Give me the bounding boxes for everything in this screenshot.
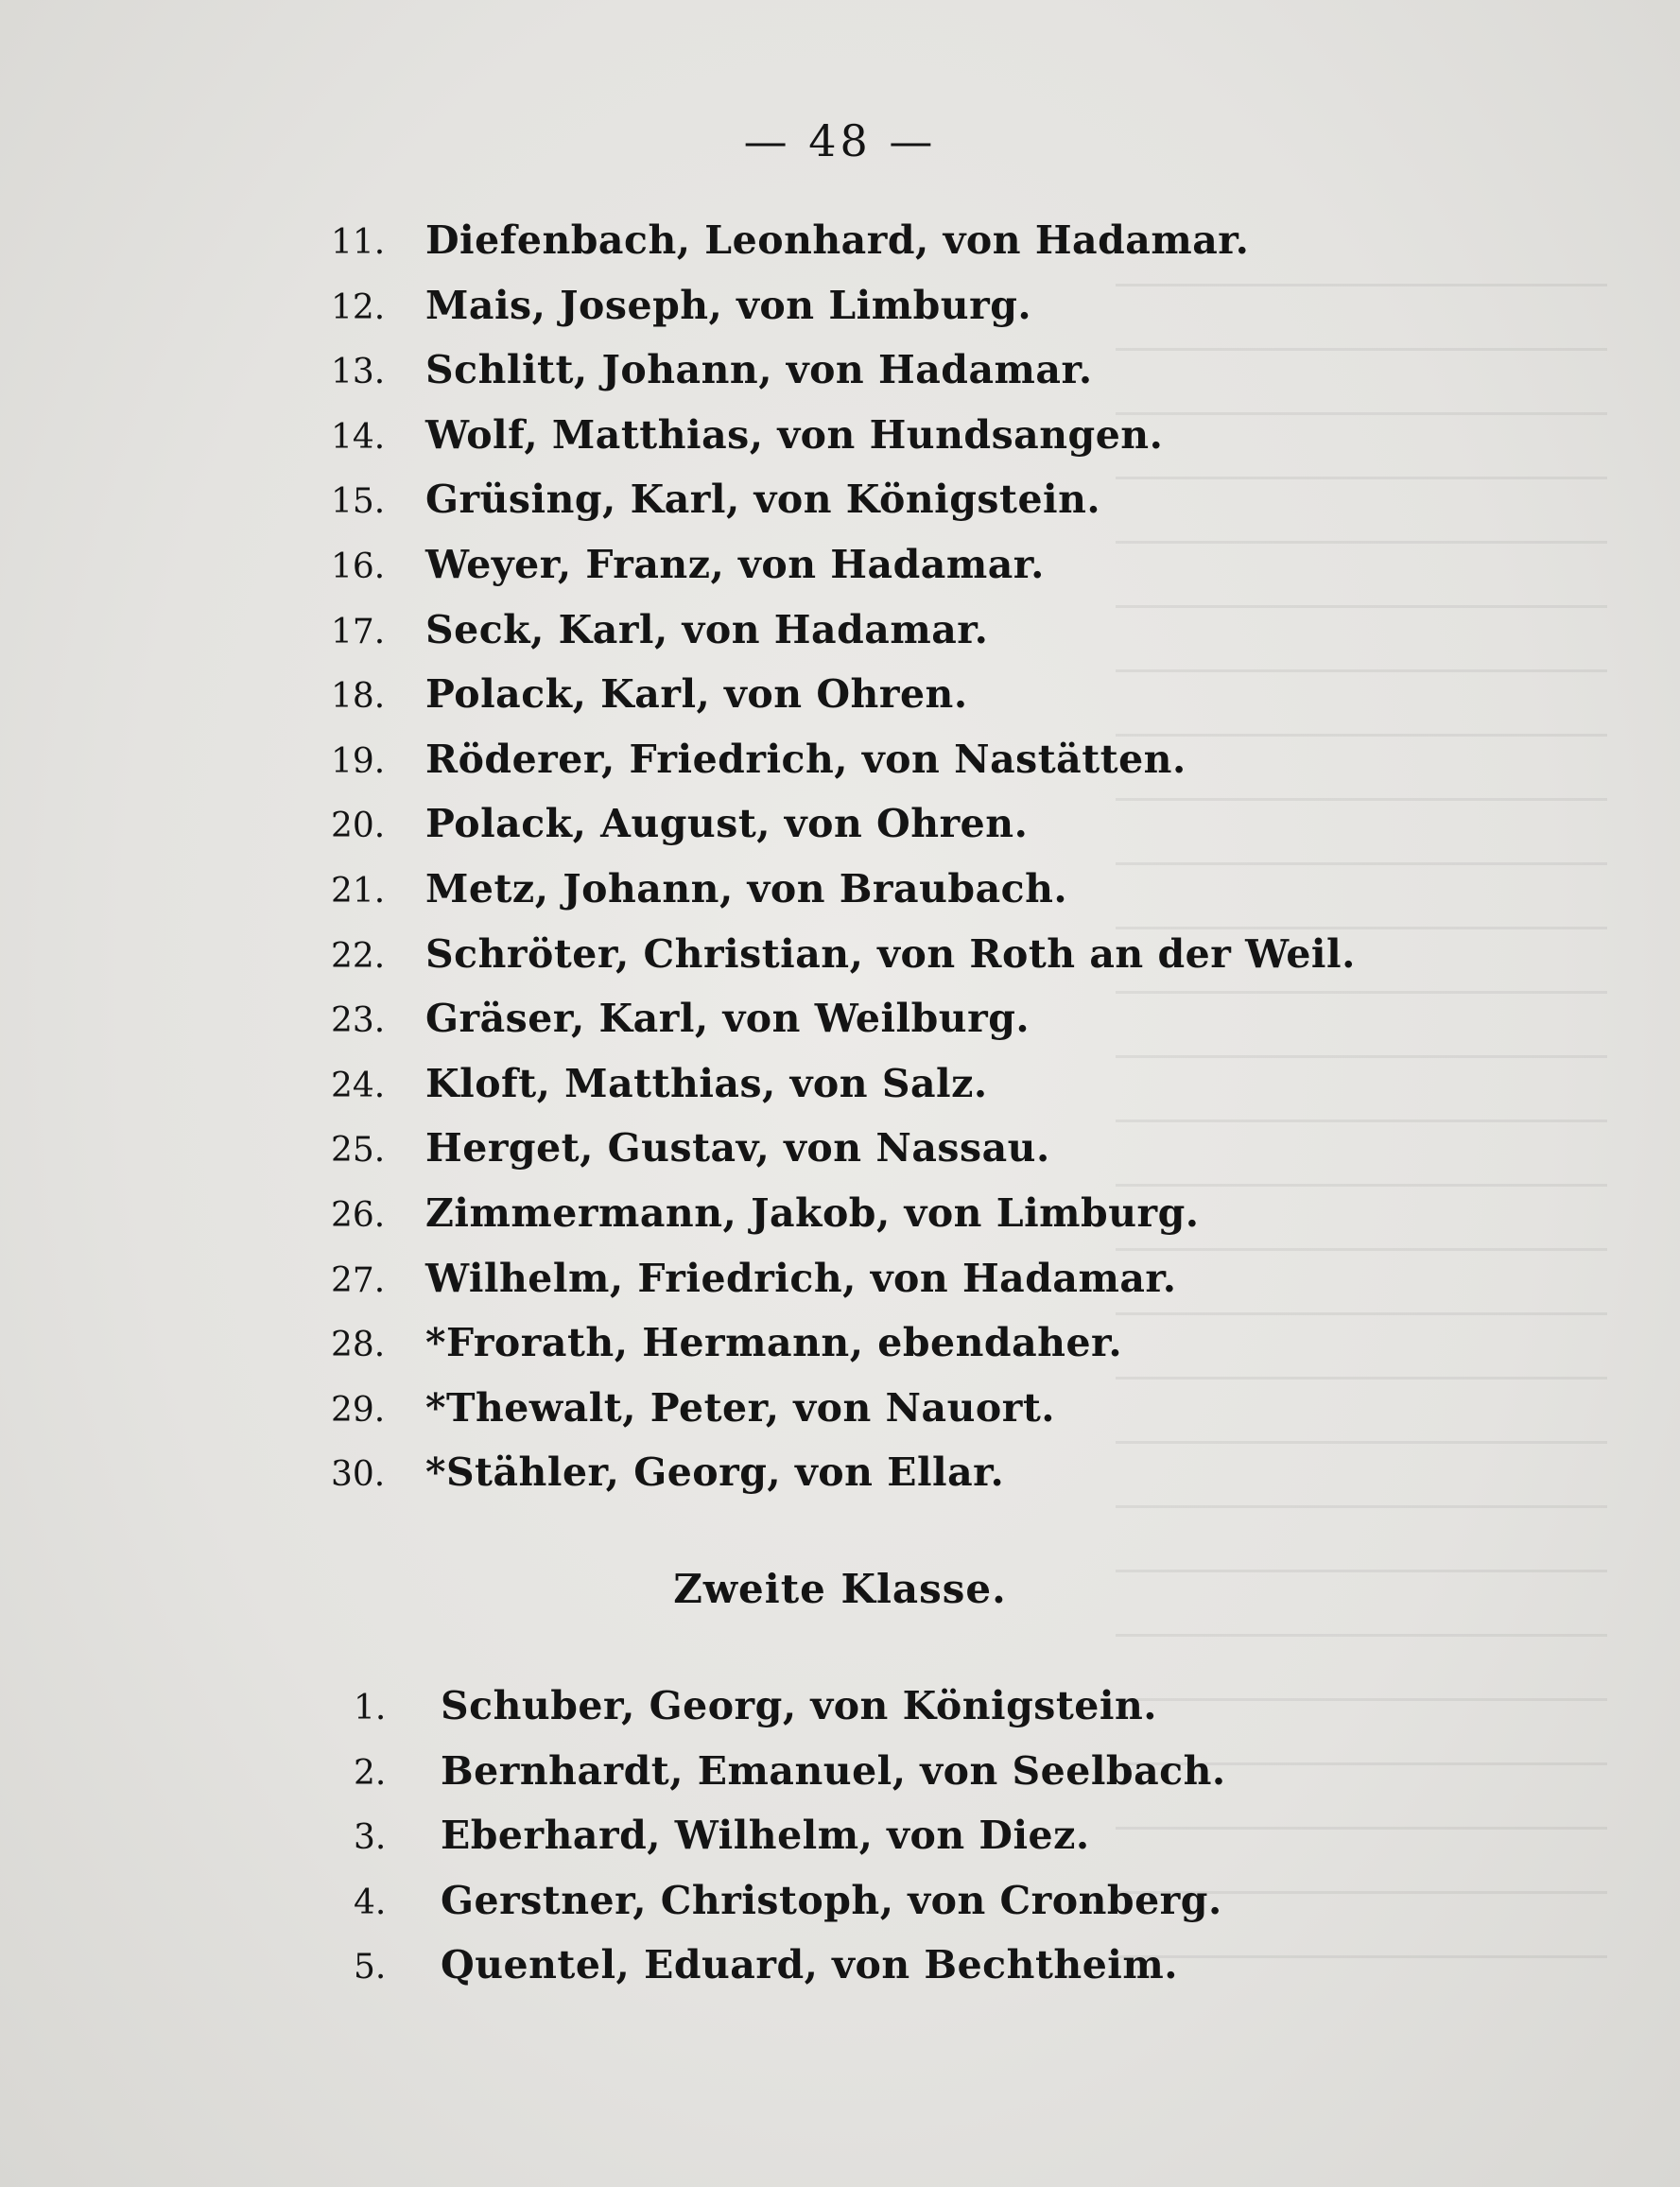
entry-name: Eberhard, Wilhelm, von Diez.: [441, 1813, 1090, 1858]
list-entry: [331, 996, 1356, 1061]
entry-number: 20.: [331, 807, 386, 846]
entry-number: 30.: [331, 1455, 386, 1495]
entry-number: 21.: [331, 871, 386, 911]
entry-number: 27.: [331, 1260, 386, 1300]
entry-number: 17.: [331, 612, 386, 651]
entry-number: 14.: [331, 417, 386, 457]
entry-number: 11.: [331, 223, 386, 262]
entry-name: Schuber, Georg, von Königstein.: [441, 1683, 1158, 1728]
list-entry: [331, 866, 1356, 931]
entry-number: 13.: [331, 353, 386, 392]
entry-number: 23.: [331, 1001, 386, 1041]
entry-name: Herget, Gustav, von Nassau.: [425, 1125, 1050, 1172]
entry-name: Metz, Johann, von Braubach.: [425, 865, 1068, 911]
list-entry: [331, 1449, 1356, 1515]
entry-name: Bernhardt, Emanuel, von Seelbach.: [441, 1747, 1226, 1794]
list-entry: [331, 1320, 1356, 1385]
list-entry: [354, 1813, 1226, 1878]
entry-name: Weyer, Franz, von Hadamar.: [425, 541, 1045, 587]
page-number: — 48 —: [743, 115, 937, 166]
list-entry: [331, 542, 1356, 607]
entry-name: Zimmermann, Jakob, von Limburg.: [425, 1189, 1200, 1236]
entry-number: 28.: [331, 1326, 386, 1365]
list-entry: [354, 1942, 1226, 2007]
entry-name: Quentel, Eduard, von Bechtheim.: [441, 1942, 1179, 1987]
entry-number: 16.: [331, 547, 386, 586]
entry-name: *Stähler, Georg, von Ellar.: [425, 1449, 1005, 1496]
list-entry: [331, 671, 1356, 737]
entry-number: 2.: [354, 1753, 387, 1793]
entry-number: 19.: [331, 741, 386, 781]
list-entry: [331, 217, 1356, 283]
second-class-list: [354, 1683, 1226, 2007]
entry-name: Gerstner, Christoph, von Cronberg.: [441, 1877, 1222, 1923]
entry-number: 12.: [331, 287, 386, 327]
entry-number: 22.: [331, 936, 386, 976]
list-entry: [331, 347, 1356, 412]
entry-number: 26.: [331, 1195, 386, 1235]
list-entry: [331, 477, 1356, 542]
entry-name: Polack, August, von Ohren.: [425, 801, 1029, 847]
section-title: Zweite Klasse.: [673, 1566, 1007, 1612]
list-entry: [331, 412, 1356, 477]
entry-number: 5.: [354, 1948, 387, 1987]
entry-name: Grüsing, Karl, von Königstein.: [425, 477, 1101, 523]
list-entry: [331, 1190, 1356, 1256]
entry-number: 29.: [331, 1390, 386, 1430]
entry-number: 25.: [331, 1131, 386, 1171]
entry-name: Kloft, Matthias, von Salz.: [425, 1060, 988, 1106]
list-entry: [331, 607, 1356, 672]
entry-number: 3.: [354, 1818, 387, 1857]
list-entry: [331, 737, 1356, 802]
entry-name: Schröter, Christian, von Roth an der Weil.: [425, 930, 1356, 977]
list-entry: [331, 1061, 1356, 1126]
entry-name: *Thewalt, Peter, von Nauort.: [425, 1384, 1056, 1431]
entry-number: 4.: [354, 1883, 387, 1922]
entry-number: 15.: [331, 482, 386, 522]
entry-number: 24.: [331, 1066, 386, 1105]
first-class-list: [331, 217, 1356, 1515]
entry-number: 18.: [331, 677, 386, 717]
entry-name: Gräser, Karl, von Weilburg.: [425, 996, 1031, 1042]
entry-name: Diefenbach, Leonhard, von Hadamar.: [425, 217, 1250, 263]
entry-name: Mais, Joseph, von Limburg.: [425, 282, 1032, 328]
entry-name: Wilhelm, Friedrich, von Hadamar.: [425, 1255, 1177, 1301]
entry-name: Wolf, Matthias, von Hundsangen.: [425, 411, 1164, 458]
entry-number: 1.: [354, 1689, 387, 1727]
entry-name: Polack, Karl, von Ohren.: [425, 671, 968, 718]
entry-name: Seck, Karl, von Hadamar.: [425, 606, 989, 652]
list-entry: [331, 801, 1356, 866]
list-entry: [354, 1683, 1226, 1748]
list-entry: [331, 931, 1356, 997]
list-entry: [331, 1256, 1356, 1321]
list-entry: [331, 283, 1356, 348]
entry-name: Schlitt, Johann, von Hadamar.: [425, 347, 1093, 393]
entry-name: *Frorath, Hermann, ebendaher.: [425, 1320, 1123, 1366]
list-entry: [331, 1385, 1356, 1450]
list-entry: [354, 1748, 1226, 1814]
entry-name: Röderer, Friedrich, von Nastätten.: [425, 736, 1186, 782]
list-entry: [331, 1125, 1356, 1190]
list-entry: [354, 1878, 1226, 1943]
